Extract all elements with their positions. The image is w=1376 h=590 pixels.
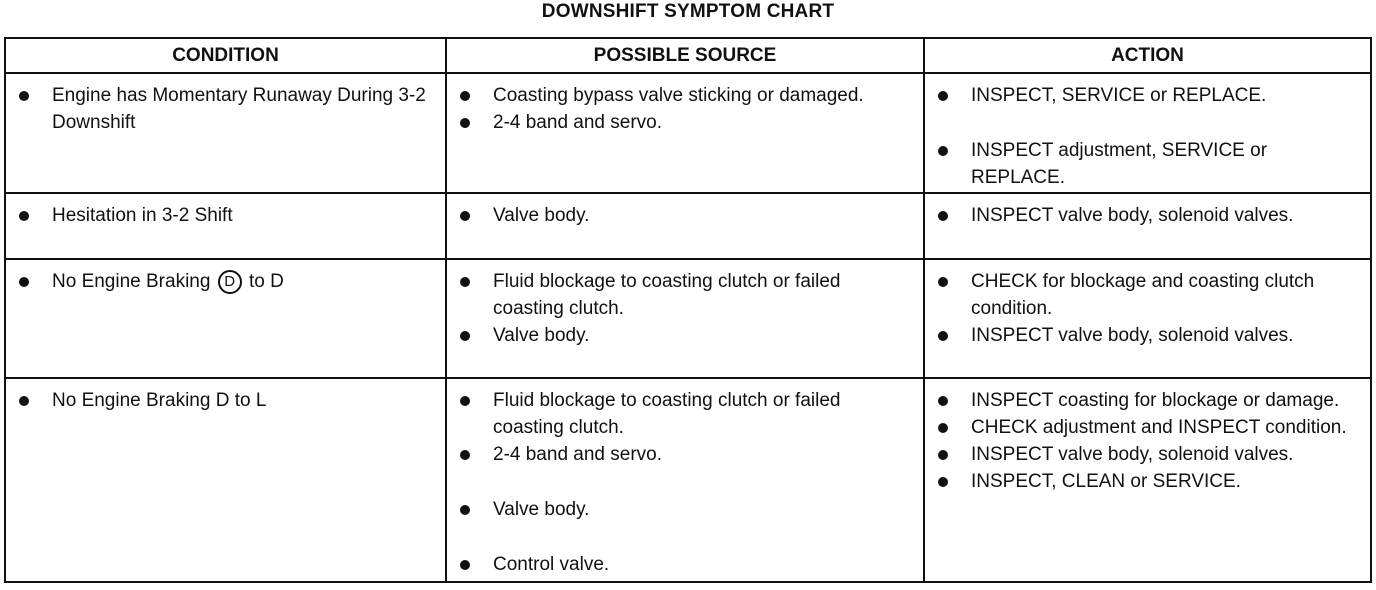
bullet-icon — [460, 277, 470, 287]
action-item — [925, 322, 1362, 349]
action-text: CHECK for blockage and coasting clutch condition. — [971, 271, 1315, 319]
bullet-icon — [19, 211, 29, 221]
source-text: Fluid blockage to coasting clutch or failed coasting clutch. — [493, 390, 841, 438]
bullet-icon — [19, 277, 29, 287]
bullet-icon — [460, 118, 470, 128]
condition-text: Engine has Momentary Runaway During 3-2 Downshift — [52, 85, 426, 133]
bullet-icon — [460, 91, 470, 101]
header-condition: CONDITION — [5, 38, 446, 73]
action-text: INSPECT valve body, solenoid valves. — [971, 444, 1294, 465]
chart-title: DOWNSHIFT SYMPTOM CHART — [541, 1, 835, 22]
bullet-icon — [460, 505, 470, 515]
bullet-icon — [460, 331, 470, 341]
condition-item — [6, 268, 437, 295]
header-possible-source: POSSIBLE SOURCE — [446, 38, 924, 73]
action-item — [925, 82, 1362, 109]
condition-cell — [5, 378, 446, 582]
action-cell — [924, 73, 1371, 193]
bullet-icon — [19, 396, 29, 406]
header-row — [5, 38, 1371, 73]
condition-text-before: No Engine Braking — [52, 271, 211, 292]
action-cell — [924, 378, 1371, 582]
bullet-icon — [938, 211, 948, 221]
action-text: INSPECT, CLEAN or SERVICE. — [971, 471, 1241, 492]
table-row — [5, 378, 1371, 582]
action-text: INSPECT coasting for blockage or damage. — [971, 390, 1340, 411]
action-item — [925, 268, 1362, 322]
source-cell — [446, 378, 924, 582]
bullet-icon — [19, 91, 29, 101]
action-text: INSPECT valve body, solenoid valves. — [971, 205, 1294, 226]
source-cell — [446, 73, 924, 193]
condition-text: No Engine Braking D to L — [52, 390, 267, 411]
action-text: INSPECT valve body, solenoid valves. — [971, 325, 1294, 346]
bullet-icon — [938, 331, 948, 341]
source-item — [447, 322, 915, 349]
header-action: ACTION — [924, 38, 1371, 73]
bullet-icon — [460, 450, 470, 460]
source-item — [447, 387, 915, 441]
condition-item — [6, 82, 437, 136]
action-cell — [924, 193, 1371, 259]
action-item — [925, 137, 1362, 191]
bullet-icon — [460, 211, 470, 221]
source-text: Valve body. — [493, 499, 590, 520]
condition-text: Hesitation in 3-2 Shift — [52, 205, 233, 226]
action-item — [925, 414, 1362, 441]
condition-cell — [5, 193, 446, 259]
bullet-icon — [938, 91, 948, 101]
condition-cell — [5, 259, 446, 378]
bullet-icon — [460, 560, 470, 570]
source-cell — [446, 259, 924, 378]
action-item — [925, 468, 1362, 495]
bullet-icon — [460, 396, 470, 406]
condition-cell — [5, 73, 446, 193]
bullet-icon — [938, 450, 948, 460]
condition-item — [6, 202, 437, 229]
bullet-icon — [938, 423, 948, 433]
bullet-icon — [938, 277, 948, 287]
source-text: Coasting bypass valve sticking or damaged. — [493, 85, 864, 106]
bullet-icon — [938, 477, 948, 487]
source-item — [447, 202, 915, 229]
bullet-icon — [938, 146, 948, 156]
source-text: 2-4 band and servo. — [493, 444, 663, 465]
source-text: Control valve. — [493, 554, 610, 575]
action-item — [925, 387, 1362, 414]
source-text: 2-4 band and servo. — [493, 112, 663, 133]
action-cell — [924, 259, 1371, 378]
action-item — [925, 202, 1362, 229]
condition-item — [6, 387, 437, 414]
source-item — [447, 109, 915, 136]
action-text: CHECK adjustment and INSPECT condition. — [971, 417, 1347, 438]
source-text: Valve body. — [493, 325, 590, 346]
table-row — [5, 259, 1371, 378]
source-item — [447, 268, 915, 322]
source-text: Valve body. — [493, 205, 590, 226]
source-item — [447, 496, 915, 523]
source-text: Fluid blockage to coasting clutch or failed coasting clutch. — [493, 271, 841, 319]
source-item — [447, 82, 915, 109]
action-item — [925, 441, 1362, 468]
symptom-table — [4, 37, 1372, 583]
table-row — [5, 193, 1371, 259]
bullet-icon — [938, 396, 948, 406]
circled-d-icon: D — [218, 270, 242, 294]
condition-text-after: to D — [249, 271, 284, 292]
source-item — [447, 551, 915, 578]
source-item — [447, 441, 915, 468]
action-text: INSPECT adjustment, SERVICE or REPLACE. — [971, 140, 1268, 188]
action-text: INSPECT, SERVICE or REPLACE. — [971, 85, 1267, 106]
source-cell — [446, 193, 924, 259]
table-row — [5, 73, 1371, 193]
